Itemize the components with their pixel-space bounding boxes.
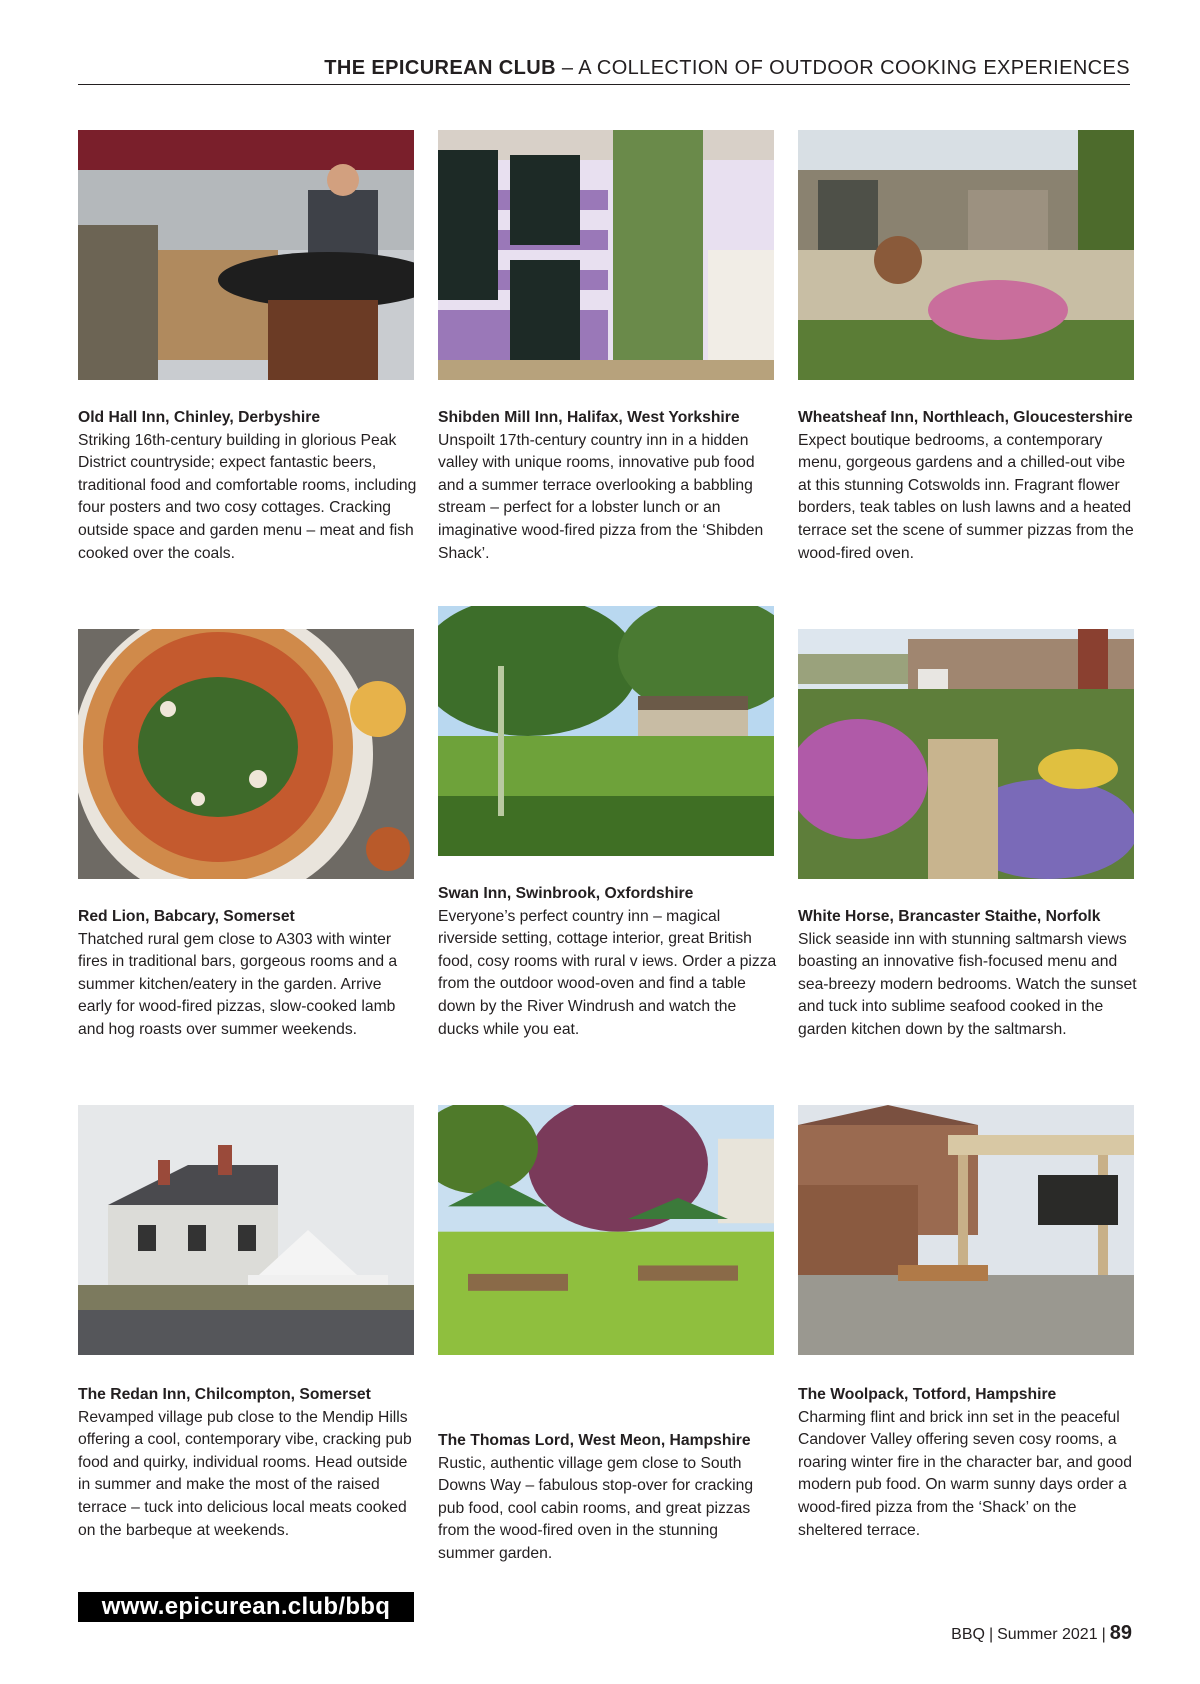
venue-card — [78, 906, 418, 1042]
venue-description: Unspoilt 17th-century country inn in a hidden valley with unique rooms, innovative pub food and a summer terrace overlooking a babbling stream – perfect for a lobster lunch or an imaginative wood-fired pizza from the ‘Shibden Shack’. — [438, 431, 764, 562]
venue-title: Shibden Mill Inn, Halifax, West Yorkshire — [438, 409, 740, 426]
footer-separator: | — [1101, 1626, 1106, 1643]
website-link[interactable]: www.epicurean.club/bbq — [78, 1592, 414, 1622]
venue-title: The Redan Inn, Chilcompton, Somerset — [78, 1386, 371, 1403]
photo-white-horse — [798, 629, 1134, 879]
venue-card — [438, 407, 778, 565]
venue-description: Slick seaside inn with stunning saltmarsh views boasting an innovative fish-focused menu and sea-breezy modern bedrooms. Watch the sunset and tuck into sublime seafood cooked in the garden kitchen down by the saltmarsh. — [798, 930, 1137, 1038]
header-brand: THE EPICUREAN CLUB — [324, 57, 556, 79]
photo-red-lion — [78, 629, 414, 879]
photo-shibden-mill-inn — [438, 130, 774, 380]
venue-description: Expect boutique bedrooms, a contemporary menu, gorgeous gardens and a chilled-out vibe at this stunning Cotswolds inn. Fragrant flower borders, teak tables on lush lawns and a heated terrace set the scene of summer pizzas from the wood-fired oven. — [798, 431, 1134, 562]
venue-title: White Horse, Brancaster Staithe, Norfolk — [798, 908, 1101, 925]
venue-card — [78, 1384, 418, 1542]
photo-wheatsheaf-inn — [798, 130, 1134, 380]
venue-description: Striking 16th-century building in glorious Peak District countryside; expect fantastic beers, traditional food and comfortable rooms, including four posters and two cosy cottages. Cracking outside space and garden menu – meat and fish cooked over the coals. — [78, 431, 417, 562]
venue-card — [798, 407, 1138, 565]
photo-woolpack — [798, 1105, 1134, 1355]
running-header — [78, 52, 1130, 85]
venue-description: Thatched rural gem close to A303 with winter fires in traditional bars, gorgeous rooms and a summer kitchen/eatery in the garden. Arrive early for wood-fired pizzas, slow-cooked lamb and hog roasts over summer weekends. — [78, 930, 398, 1038]
venue-title: Wheatsheaf Inn, Northleach, Gloucestershire — [798, 409, 1133, 426]
photo-redan-inn — [78, 1105, 414, 1355]
venue-description: Everyone’s perfect country inn – magical riverside setting, cottage interior, great British food, cosy rooms with rural v iews. Order a pizza from the outdoor wood-oven and find a table down by the River Windrush and watch the ducks while you eat. — [438, 907, 777, 1038]
venue-card — [438, 883, 778, 1041]
venue-title: Red Lion, Babcary, Somerset — [78, 908, 295, 925]
venue-description: Rustic, authentic village gem close to South Downs Way – fabulous stop-over for cracking pub food, cool cabin rooms, and great pizzas from the wood-fired oven in the stunning summer garden. — [438, 1454, 754, 1562]
venue-card — [798, 906, 1138, 1042]
header-subtitle: – A COLLECTION OF OUTDOOR COOKING EXPERIENCES — [555, 57, 1130, 79]
venue-description: Charming flint and brick inn set in the peaceful Candover Valley offering seven cosy rooms, a roaring winter fire in the character bar, and good modern pub food. On warm sunny days order a wood-fired pizza from the ‘Shack’ on the sheltered terrace. — [798, 1408, 1132, 1539]
photo-old-hall-inn — [78, 130, 414, 380]
venue-title: The Thomas Lord, West Meon, Hampshire — [438, 1432, 751, 1449]
photo-swan-inn — [438, 606, 774, 856]
venue-title: Old Hall Inn, Chinley, Derbyshire — [78, 409, 321, 426]
footer-magazine: BBQ — [951, 1626, 985, 1643]
footer-separator: | — [988, 1626, 994, 1643]
venue-title: Swan Inn, Swinbrook, Oxfordshire — [438, 885, 694, 902]
page-footer — [951, 1620, 1132, 1648]
venue-card — [438, 1430, 778, 1566]
venue-card — [798, 1384, 1138, 1542]
venue-title: The Woolpack, Totford, Hampshire — [798, 1386, 1057, 1403]
photo-thomas-lord — [438, 1105, 774, 1355]
venue-card — [78, 407, 418, 565]
page-number: 89 — [1109, 1622, 1132, 1644]
footer-issue: Summer 2021 — [997, 1626, 1098, 1643]
venue-description: Revamped village pub close to the Mendip Hills offering a cool, contemporary vibe, cracking pub food and quirky, individual rooms. Head outside in summer and make the most of the raised terrace – tuck into delicious local meats cooked on the barbeque at weekends. — [78, 1408, 412, 1539]
